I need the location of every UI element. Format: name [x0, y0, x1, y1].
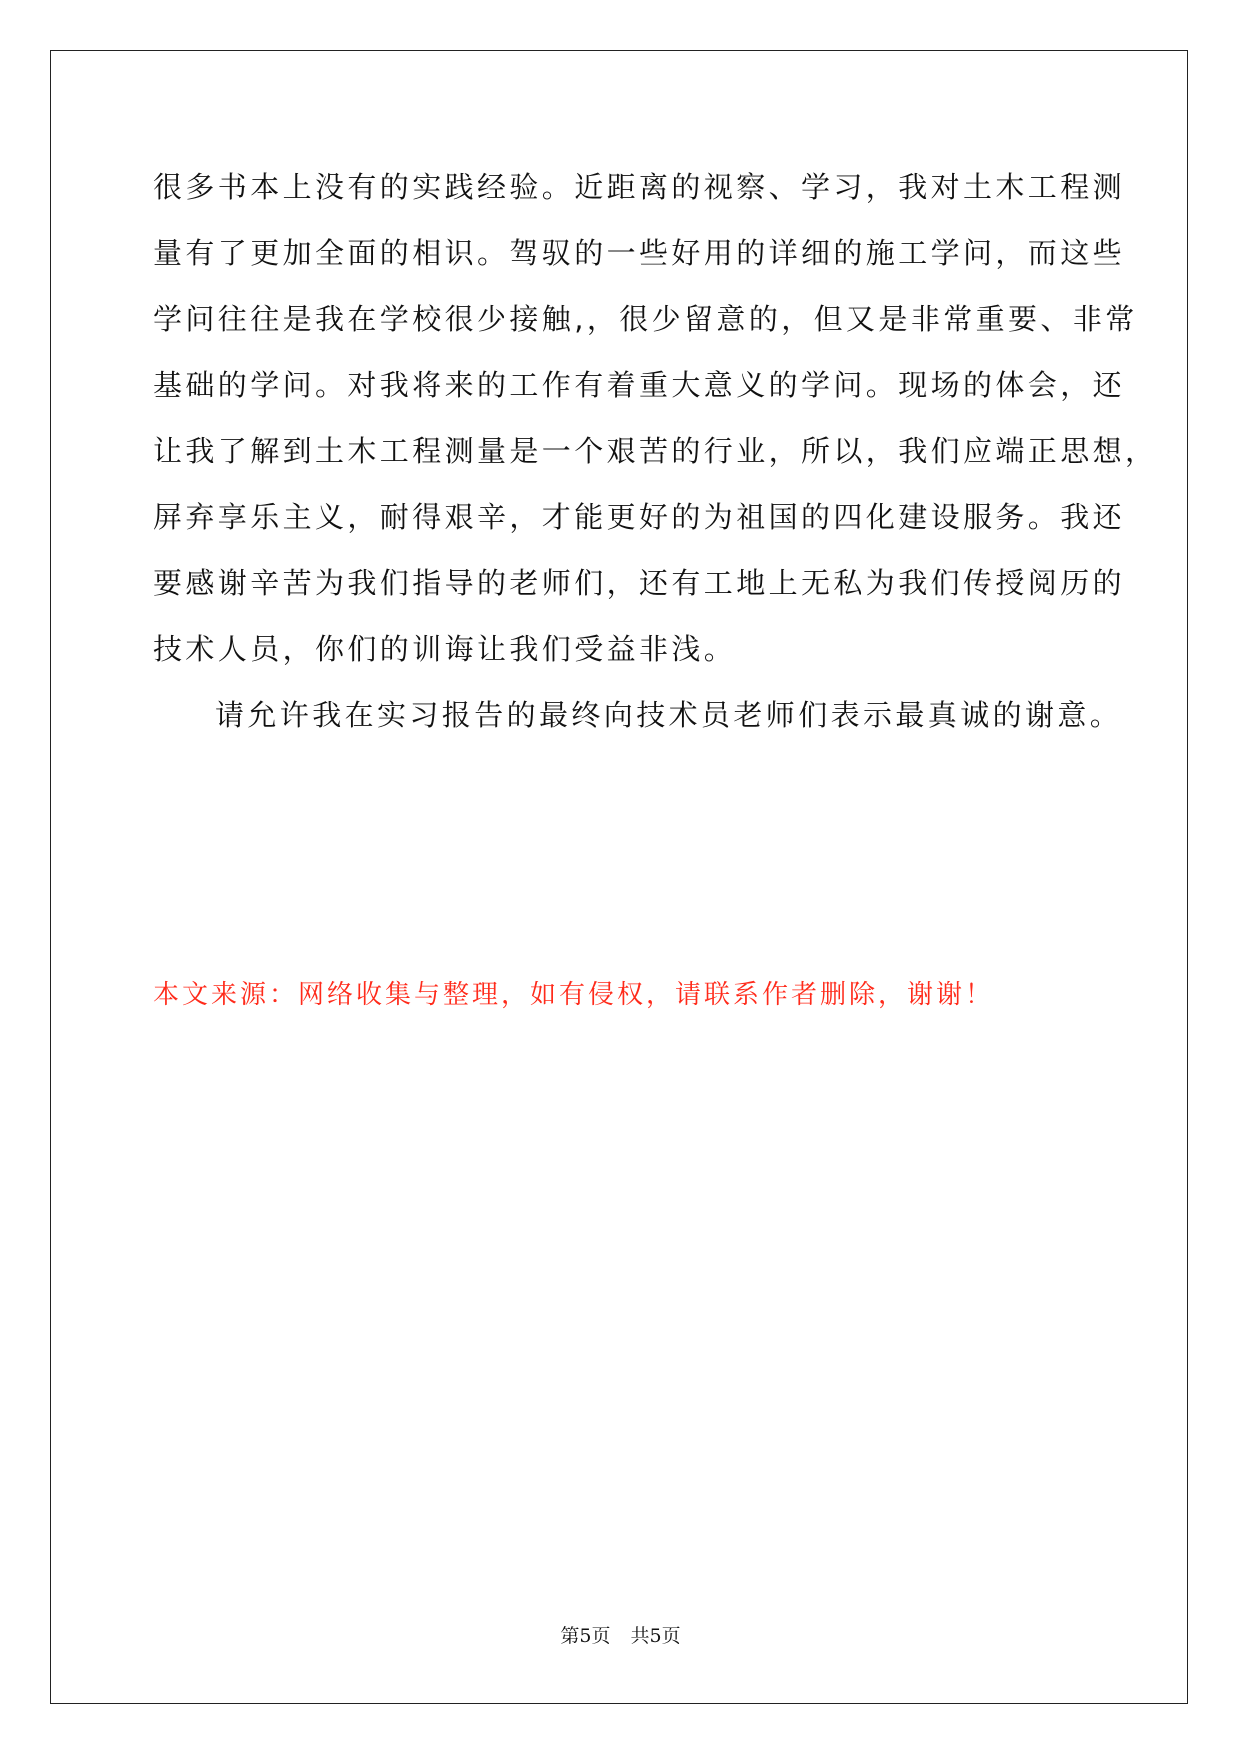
- closing-paragraph: 请允许我在实习报告的最终向技术员老师们表示最真诚的谢意。: [215, 698, 1123, 732]
- page-number: 第5页: [560, 1625, 611, 1647]
- body-line-2: 量有了更加全面的相识。驾驭的一些好用的详细的施工学问，而这些: [153, 236, 1126, 270]
- body-line-1: 很多书本上没有的实践经验。近距离的视察、学习，我对土木工程测: [153, 170, 1126, 204]
- body-line-4: 基础的学问。对我将来的工作有着重大意义的学问。现场的体会，还: [153, 368, 1126, 402]
- body-line-7: 要感谢辛苦为我们指导的老师们，还有工地上无私为我们传授阅历的: [153, 566, 1126, 600]
- body-line-8: 技术人员，你们的训诲让我们受益非浅。: [153, 632, 737, 666]
- body-line-6: 屏弃享乐主义，耐得艰辛，才能更好的为祖国的四化建设服务。我还: [153, 500, 1126, 534]
- document-body: [153, 160, 1158, 754]
- body-line-5: 让我了解到土木工程测量是一个艰苦的行业，所以，我们应端正思想，: [153, 434, 1158, 468]
- page-footer: [0, 1622, 1241, 1650]
- body-line-3: 学问往往是我在学校很少接触,，很少留意的，但又是非常重要、非常: [153, 302, 1138, 336]
- page-total: 共5页: [630, 1625, 681, 1647]
- source-disclaimer: 本文来源：网络收集与整理，如有侵权，请联系作者删除，谢谢！: [153, 980, 995, 1010]
